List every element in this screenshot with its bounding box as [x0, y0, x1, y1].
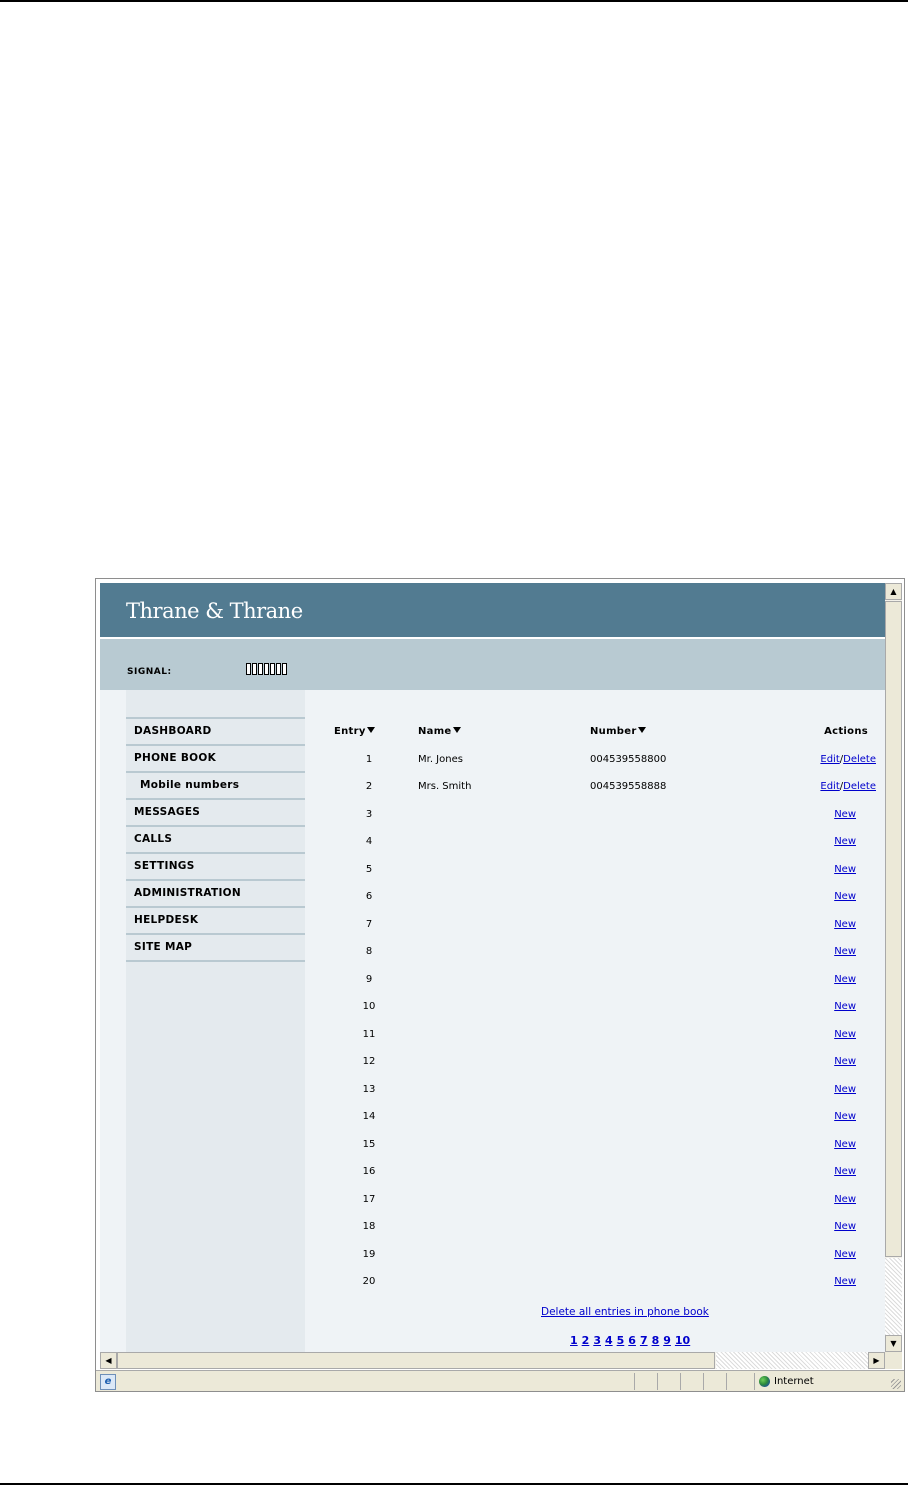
page-link-3[interactable]: 3: [593, 1334, 601, 1347]
table-row: [305, 780, 885, 808]
new-entry-link[interactable]: New: [834, 808, 856, 820]
page-top-rule: [0, 0, 908, 2]
signal-bar: [100, 639, 885, 690]
signal-bar-segment: [270, 663, 275, 675]
table-row: [305, 1138, 885, 1166]
sidebar-divider: [126, 960, 305, 962]
horizontal-scrollbar[interactable]: [100, 1352, 885, 1369]
signal-strength-meter: [246, 663, 287, 675]
security-zone: [754, 1373, 814, 1390]
pagination: [570, 1334, 690, 1347]
delete-link[interactable]: Delete: [843, 753, 876, 765]
delete-link[interactable]: Delete: [843, 781, 876, 792]
row-actions: [765, 808, 856, 822]
new-entry-link[interactable]: New: [834, 1138, 856, 1150]
new-entry-link[interactable]: New: [834, 1166, 856, 1177]
horizontal-scroll-thumb[interactable]: [117, 1352, 715, 1369]
phone-book-table: [305, 725, 885, 1303]
entry-number: 1: [365, 753, 373, 765]
new-entry-link[interactable]: New: [834, 1056, 856, 1067]
table-row: [305, 863, 885, 891]
new-entry-link[interactable]: New: [834, 863, 856, 875]
sidebar-item-helpdesk[interactable]: HELPDESK: [126, 906, 305, 933]
new-entry-link[interactable]: New: [834, 918, 856, 930]
vertical-scroll-thumb[interactable]: [885, 601, 902, 1257]
entry-number: 2: [365, 781, 373, 792]
signal-bar-segment: [282, 663, 287, 675]
new-entry-link[interactable]: New: [834, 1248, 856, 1260]
scroll-up-icon[interactable]: ▲: [885, 583, 902, 600]
table-row: [305, 1110, 885, 1138]
sidebar-item-calls[interactable]: CALLS: [126, 825, 305, 852]
row-actions: [765, 918, 856, 932]
page-link-2[interactable]: 2: [581, 1334, 590, 1347]
entry-number: 5: [365, 863, 373, 875]
new-entry-link[interactable]: New: [834, 1001, 856, 1012]
table-row: [305, 1275, 885, 1303]
contact-number: 004539558800: [590, 753, 667, 765]
table-row: [305, 753, 885, 781]
new-entry-link[interactable]: New: [834, 836, 856, 847]
globe-icon: [759, 1376, 770, 1387]
entry-number: 17: [362, 1193, 376, 1205]
delete-all-entries-link[interactable]: Delete all entries in phone book: [541, 1306, 709, 1318]
header-banner: [100, 583, 885, 637]
contact-name: Mrs. Smith: [418, 781, 472, 792]
edit-link[interactable]: Edit: [820, 753, 840, 765]
new-entry-link[interactable]: New: [834, 973, 856, 985]
scrollbar-corner: [885, 1352, 902, 1369]
table-row: [305, 1000, 885, 1028]
sidebar-item-site-map[interactable]: SITE MAP: [126, 933, 305, 960]
sort-down-icon: [638, 727, 646, 733]
sort-entry-header[interactable]: Entry: [334, 725, 375, 739]
page-link-4[interactable]: 4: [604, 1334, 613, 1347]
sidebar-item-administration[interactable]: ADMINISTRATION: [126, 879, 305, 906]
table-row: [305, 1165, 885, 1193]
sort-down-icon: [367, 727, 375, 733]
table-row: [305, 1220, 885, 1248]
table-row: [305, 835, 885, 863]
entry-number: 16: [362, 1166, 376, 1177]
entry-number: 13: [362, 1083, 376, 1095]
new-entry-link[interactable]: New: [834, 1221, 856, 1232]
resize-grip-icon[interactable]: [891, 1379, 901, 1389]
new-entry-link[interactable]: New: [834, 1028, 856, 1040]
page-link-9[interactable]: 9: [663, 1334, 671, 1347]
scroll-left-icon[interactable]: ◀: [100, 1352, 117, 1369]
edit-link[interactable]: Edit: [820, 781, 840, 792]
sort-down-icon: [453, 727, 461, 733]
row-actions: [765, 1193, 856, 1207]
entry-number: 3: [365, 808, 373, 820]
new-entry-link[interactable]: New: [834, 1276, 856, 1287]
table-row: [305, 1248, 885, 1276]
page-link-10[interactable]: 10: [674, 1334, 691, 1347]
row-actions: [765, 945, 856, 959]
row-actions: [765, 1110, 856, 1124]
table-row: [305, 1055, 885, 1083]
signal-bar-segment: [252, 663, 257, 675]
action-separator: /: [839, 781, 844, 792]
action-separator: /: [839, 753, 844, 765]
page-link-8[interactable]: 8: [651, 1334, 660, 1347]
phone-book-content: [305, 690, 885, 1352]
signal-bar-segment: [276, 663, 281, 675]
zone-label: Internet: [774, 1376, 814, 1387]
row-actions: [765, 753, 876, 767]
entry-number: 10: [362, 1001, 376, 1012]
new-entry-link[interactable]: New: [834, 1111, 856, 1122]
entry-number: 14: [362, 1111, 376, 1122]
table-row: [305, 1028, 885, 1056]
table-row: [305, 890, 885, 918]
signal-bar-segment: [264, 663, 269, 675]
sidebar-nav: [126, 717, 305, 962]
entry-number: 18: [362, 1221, 376, 1232]
table-header-row: [305, 725, 885, 753]
page-icon: e: [100, 1374, 116, 1390]
table-row: [305, 808, 885, 836]
sidebar-item-settings[interactable]: SETTINGS: [126, 852, 305, 879]
row-actions: [765, 1138, 856, 1152]
entry-number: 12: [362, 1056, 376, 1067]
row-actions: [765, 863, 856, 877]
row-actions: [765, 835, 856, 849]
entry-number: 6: [365, 891, 373, 902]
entry-number: 15: [362, 1138, 376, 1150]
contact-number: 004539558888: [590, 781, 667, 792]
sidebar-item-dashboard[interactable]: DASHBOARD: [126, 717, 305, 744]
table-row: [305, 945, 885, 973]
entry-number: 19: [362, 1248, 376, 1260]
row-actions: [765, 1220, 856, 1234]
sort-name-header[interactable]: Name: [418, 725, 461, 739]
page-link-7[interactable]: 7: [639, 1334, 648, 1347]
row-actions: [765, 1083, 856, 1097]
status-bar: [96, 1370, 904, 1392]
actions-header: Actions: [824, 726, 868, 737]
row-actions: [765, 890, 856, 904]
page-link-5[interactable]: 5: [616, 1334, 625, 1347]
row-actions: [765, 1028, 856, 1042]
entry-number: 11: [362, 1028, 376, 1040]
status-panes: [634, 1373, 749, 1390]
signal-label: SIGNAL:: [127, 667, 172, 677]
scroll-right-icon[interactable]: ▶: [868, 1352, 885, 1369]
brand-logo: Thrane & Thrane: [126, 599, 303, 623]
sidebar-item-messages[interactable]: MESSAGES: [126, 798, 305, 825]
sidebar-item-phone-book[interactable]: PHONE BOOK: [126, 744, 305, 771]
row-actions: [765, 1165, 856, 1179]
sort-number-header[interactable]: Number: [590, 725, 646, 739]
signal-bar-segment: [246, 663, 251, 675]
entry-number: 4: [365, 836, 373, 847]
row-actions: [765, 1275, 856, 1289]
entry-number: 9: [365, 973, 373, 985]
row-actions: [765, 1000, 856, 1014]
contact-name: Mr. Jones: [418, 753, 463, 765]
entry-number: 7: [365, 918, 373, 930]
new-entry-link[interactable]: New: [834, 1083, 856, 1095]
table-row: [305, 973, 885, 1001]
table-row: [305, 1083, 885, 1111]
row-actions: [765, 1248, 856, 1262]
scroll-down-icon[interactable]: ▼: [885, 1335, 902, 1352]
row-actions: [765, 973, 856, 987]
sidebar-item-mobile-numbers[interactable]: Mobile numbers: [126, 771, 305, 798]
entry-number: 8: [365, 946, 373, 957]
signal-bar-segment: [258, 663, 263, 675]
new-entry-link[interactable]: New: [834, 891, 856, 902]
new-entry-link[interactable]: New: [834, 1193, 856, 1205]
entry-number: 20: [362, 1276, 376, 1287]
browser-window: [95, 578, 905, 1392]
table-row: [305, 918, 885, 946]
page-link-6[interactable]: 6: [628, 1334, 636, 1347]
sidebar: [126, 690, 305, 1352]
page-bottom-rule: [0, 1483, 908, 1485]
page-viewport: [100, 583, 885, 1352]
row-actions: [765, 780, 876, 794]
new-entry-link[interactable]: New: [834, 946, 856, 957]
table-row: [305, 1193, 885, 1221]
vertical-scroll-track[interactable]: [885, 1258, 902, 1335]
row-actions: [765, 1055, 856, 1069]
horizontal-scroll-track[interactable]: [716, 1352, 868, 1369]
vertical-scrollbar[interactable]: [885, 583, 902, 1352]
page-link-1[interactable]: 1: [570, 1334, 578, 1347]
